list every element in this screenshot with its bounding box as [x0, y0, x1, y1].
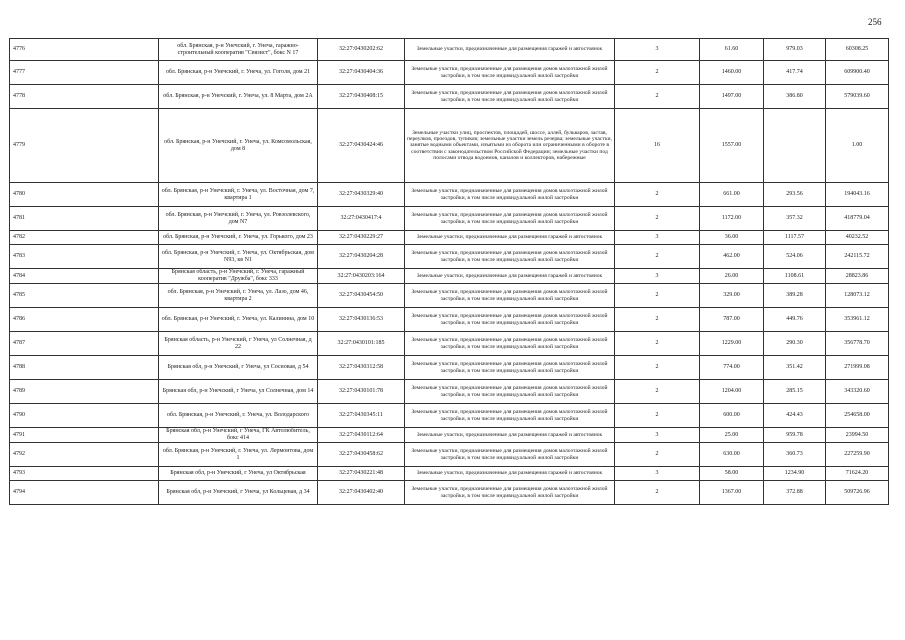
registry-body [10, 39, 889, 505]
cell-address: обл. Брянская, р-н Унечский, г. Унеча, ул. Октябрьская, дом N93, кв N1 [159, 245, 318, 269]
cell-cadastral-number: 32:27:0430229:27 [318, 231, 405, 245]
cell-land-category: Земельные участки, предназначенные для размещения гаражей и автостоянок [405, 39, 615, 61]
cell-land-category: Земельные участки, предназначенные для размещения домов малоэтажной жилой застройки, в том числе индивидуальной жилой застройки [405, 183, 615, 207]
cell-cadastral-number: 32:27:0430312:58 [318, 356, 405, 380]
cell-area: 61.60 [700, 39, 764, 61]
cell-number: 4776 [10, 39, 159, 61]
cell-specific-value: 979.03 [764, 39, 826, 61]
cell-number: 4786 [10, 308, 159, 332]
cell-specific-value: 424.43 [764, 404, 826, 428]
cell-cadastral-value: 579039.60 [826, 85, 889, 109]
cell-address: обл. Брянская, р-н Унечский, г. Унеча, ул. Калинина, дом 10 [159, 308, 318, 332]
cell-land-category: Земельные участки, предназначенные для размещения гаражей и автостоянок [405, 428, 615, 443]
table-row [10, 443, 889, 467]
table-row [10, 356, 889, 380]
cell-cadastral-number: 32:27:0430329:40 [318, 183, 405, 207]
cell-specific-value: 290.30 [764, 332, 826, 356]
cell-area: 1460.00 [700, 61, 764, 85]
cell-land-category: Земельные участки улиц, проспектов, площадей, шоссе, аллей, бульваров, застав, переулков, проездов, тупиков; земельные участки земель резерва; земельные участки, занятые водными объектами, изъятыми из оборота или ограниченными в обороте в соответствии с законодательством Российской Федерации; земельные участки под полосами отвода водоемов, каналов и коллекторов, набережные [405, 109, 615, 183]
cell-cadastral-value: 71624.20 [826, 467, 889, 481]
table-row [10, 269, 889, 284]
cell-group-code: 3 [615, 467, 700, 481]
cell-cadastral-value: 242115.72 [826, 245, 889, 269]
cell-group-code: 2 [615, 380, 700, 404]
cell-specific-value: 1234.90 [764, 467, 826, 481]
cell-address: обл. Брянская, р-н Унечский, г. Унеча, ул. 8 Марта, дом 2А [159, 85, 318, 109]
cell-number: 4793 [10, 467, 159, 481]
cell-number: 4782 [10, 231, 159, 245]
cell-number: 4789 [10, 380, 159, 404]
cell-land-category: Земельные участки, предназначенные для размещения домов малоэтажной жилой застройки, в том числе индивидуальной жилой застройки [405, 245, 615, 269]
cell-land-category: Земельные участки, предназначенные для размещения домов малоэтажной жилой застройки, в том числе индивидуальной жилой застройки [405, 380, 615, 404]
cell-area: 774.00 [700, 356, 764, 380]
cell-area: 26.00 [700, 269, 764, 284]
cell-address: обл. Брянская, р-н Унечский, г. Унеча, ул. Восточная, дом 7, квартира 1 [159, 183, 318, 207]
cell-area: 1367.00 [700, 481, 764, 505]
cell-area: 1204.00 [700, 380, 764, 404]
cell-area: 1229.00 [700, 332, 764, 356]
cell-specific-value: 417.74 [764, 61, 826, 85]
table-row [10, 481, 889, 505]
cell-land-category: Земельные участки, предназначенные для размещения гаражей и автостоянок [405, 467, 615, 481]
cell-group-code: 3 [615, 428, 700, 443]
table-row [10, 207, 889, 231]
cell-cadastral-value: 343320.60 [826, 380, 889, 404]
cell-specific-value [764, 109, 826, 183]
cell-group-code: 2 [615, 481, 700, 505]
cell-address: обл. Брянская, р-н Унечский, г. Унеча, ул. Володарского [159, 404, 318, 428]
cell-address: Брянская область, р-н Унечский, г. Унеча, гаражный кооператив "Дружба", бокс 333 [159, 269, 318, 284]
cell-cadastral-number: 32:27:0430136:53 [318, 308, 405, 332]
cell-cadastral-value: 1.00 [826, 109, 889, 183]
cell-number: 4787 [10, 332, 159, 356]
cell-cadastral-value: 254658.00 [826, 404, 889, 428]
cell-cadastral-number: 32:27:0430404:36 [318, 61, 405, 85]
cell-land-category: Земельные участки, предназначенные для размещения домов малоэтажной жилой застройки, в том числе индивидуальной жилой застройки [405, 481, 615, 505]
table-row [10, 39, 889, 61]
cell-group-code: 2 [615, 85, 700, 109]
cell-cadastral-number: 32:27:0430402:40 [318, 481, 405, 505]
cell-specific-value: 386.80 [764, 85, 826, 109]
cell-specific-value: 351.42 [764, 356, 826, 380]
cell-specific-value: 959.78 [764, 428, 826, 443]
cell-number: 4777 [10, 61, 159, 85]
table-row [10, 183, 889, 207]
table-row [10, 109, 889, 183]
cell-cadastral-value: 194043.16 [826, 183, 889, 207]
cell-land-category: Земельные участки, предназначенные для размещения домов малоэтажной жилой застройки, в том числе индивидуальной жилой застройки [405, 308, 615, 332]
page-number: 256 [868, 17, 882, 27]
cell-cadastral-number: 32:27:0430221:48 [318, 467, 405, 481]
table-row [10, 404, 889, 428]
cell-number: 4781 [10, 207, 159, 231]
table-row [10, 85, 889, 109]
cell-area: 462.00 [700, 245, 764, 269]
cell-number: 4779 [10, 109, 159, 183]
cell-specific-value: 449.76 [764, 308, 826, 332]
cell-cadastral-value: 128073.12 [826, 284, 889, 308]
cell-cadastral-value: 509726.96 [826, 481, 889, 505]
cell-land-category: Земельные участки, предназначенные для размещения домов малоэтажной жилой застройки, в том числе индивидуальной жилой застройки [405, 443, 615, 467]
cell-group-code: 16 [615, 109, 700, 183]
table-row [10, 467, 889, 481]
cell-area: 329.00 [700, 284, 764, 308]
cell-address: обл. Брянская, р-н Унечский, г. Унеча, ул. Лазо, дом 46, квартира 2 [159, 284, 318, 308]
cell-area: 36.00 [700, 231, 764, 245]
registry-table [9, 38, 889, 505]
cell-group-code: 2 [615, 356, 700, 380]
cell-land-category: Земельные участки, предназначенные для размещения домов малоэтажной жилой застройки, в том числе индивидуальной жилой застройки [405, 356, 615, 380]
cell-land-category: Земельные участки, предназначенные для размещения домов малоэтажной жилой застройки, в том числе индивидуальной жилой застройки [405, 404, 615, 428]
cell-address: Брянская обл, р-н Унечский, г Унеча, ул Октябрьская [159, 467, 318, 481]
cell-number: 4788 [10, 356, 159, 380]
cell-land-category: Земельные участки, предназначенные для размещения гаражей и автостоянок [405, 269, 615, 284]
cell-group-code: 2 [615, 61, 700, 85]
cell-specific-value: 285.15 [764, 380, 826, 404]
table-row [10, 308, 889, 332]
cell-cadastral-number: 32:27:0430424:46 [318, 109, 405, 183]
cell-specific-value: 1108.61 [764, 269, 826, 284]
cell-area: 600.00 [700, 404, 764, 428]
cell-cadastral-value: 23994.50 [826, 428, 889, 443]
cell-area: 1497.00 [700, 85, 764, 109]
cell-area: 630.00 [700, 443, 764, 467]
cell-cadastral-number: 32:27:0430112:64 [318, 428, 405, 443]
cell-group-code: 3 [615, 231, 700, 245]
cell-address: Брянская обл, р-н Унечский, г Унеча, ул Кольцевая, д 34 [159, 481, 318, 505]
cell-number: 4790 [10, 404, 159, 428]
cell-group-code: 2 [615, 332, 700, 356]
cell-group-code: 2 [615, 284, 700, 308]
table-row [10, 284, 889, 308]
table-row [10, 245, 889, 269]
cell-group-code: 3 [615, 39, 700, 61]
cell-group-code: 3 [615, 269, 700, 284]
cell-cadastral-value: 609900.40 [826, 61, 889, 85]
cell-specific-value: 372.88 [764, 481, 826, 505]
cell-number: 4785 [10, 284, 159, 308]
cell-area: 1557.00 [700, 109, 764, 183]
cell-address: Брянская обл, р-н Унечский, г Унеча, ул Солнечная, дом 14 [159, 380, 318, 404]
cell-cadastral-number: 32:27:0430101:185 [318, 332, 405, 356]
cell-specific-value: 293.56 [764, 183, 826, 207]
cell-land-category: Земельные участки, предназначенные для размещения домов малоэтажной жилой застройки, в том числе индивидуальной жилой застройки [405, 61, 615, 85]
cell-specific-value: 524.06 [764, 245, 826, 269]
cell-cadastral-value: 271999.08 [826, 356, 889, 380]
cell-address: Брянская обл, р-н Унечский, г Унеча, ул Сосновая, д 54 [159, 356, 318, 380]
cell-land-category: Земельные участки, предназначенные для размещения гаражей и автостоянок [405, 231, 615, 245]
cell-cadastral-number: 32:27:0430417:4 [318, 207, 405, 231]
cell-cadastral-value: 418779.04 [826, 207, 889, 231]
cell-address: Брянская обл, р-н Унечский, г Унеча, ГК Автолюбитель, бокс 414 [159, 428, 318, 443]
cell-cadastral-number: 32:27:0430203:164 [318, 269, 405, 284]
cell-number: 4783 [10, 245, 159, 269]
cell-cadastral-number: 32:27:0430204:28 [318, 245, 405, 269]
cell-number: 4794 [10, 481, 159, 505]
cell-group-code: 2 [615, 183, 700, 207]
cell-number: 4792 [10, 443, 159, 467]
cell-land-category: Земельные участки, предназначенные для размещения домов малоэтажной жилой застройки, в том числе индивидуальной жилой застройки [405, 284, 615, 308]
table-row [10, 428, 889, 443]
cell-specific-value: 1117.57 [764, 231, 826, 245]
cell-number: 4780 [10, 183, 159, 207]
cell-area: 661.00 [700, 183, 764, 207]
cell-cadastral-value: 353961.12 [826, 308, 889, 332]
cell-land-category: Земельные участки, предназначенные для размещения домов малоэтажной жилой застройки, в том числе индивидуальной жилой застройки [405, 207, 615, 231]
cell-cadastral-number: 32:27:0430454:50 [318, 284, 405, 308]
cell-group-code: 2 [615, 207, 700, 231]
cell-specific-value: 389.28 [764, 284, 826, 308]
cell-cadastral-value: 60308.25 [826, 39, 889, 61]
cell-address: обл. Брянская, р-н Унечский, г. Унеча, ул. Гоголя, дом 21 [159, 61, 318, 85]
cell-address: обл. Брянская, р-н Унечский, г. Унеча, ул. Лермонтова, дом 1 [159, 443, 318, 467]
cell-address: обл. Брянская, р-н Унечский, г. Унеча, ул. Комсомольская, дом 8 [159, 109, 318, 183]
cell-specific-value: 360.73 [764, 443, 826, 467]
cell-cadastral-number: 32:27:0430345:11 [318, 404, 405, 428]
cell-cadastral-number: 32:27:0430202:62 [318, 39, 405, 61]
cell-cadastral-value: 356778.70 [826, 332, 889, 356]
cell-land-category: Земельные участки, предназначенные для размещения домов малоэтажной жилой застройки, в том числе индивидуальной жилой застройки [405, 332, 615, 356]
cell-group-code: 2 [615, 443, 700, 467]
table-row [10, 61, 889, 85]
cell-cadastral-number: 32:27:0430408:15 [318, 85, 405, 109]
table-row [10, 231, 889, 245]
cell-address: Брянская область, р-н Унечский, г Унеча, ул Солнечная, д 22 [159, 332, 318, 356]
cell-number: 4778 [10, 85, 159, 109]
cell-cadastral-number: 32:27:0430458:62 [318, 443, 405, 467]
table-row [10, 332, 889, 356]
cell-cadastral-value: 227259.90 [826, 443, 889, 467]
cell-area: 25.00 [700, 428, 764, 443]
cell-number: 4791 [10, 428, 159, 443]
cell-area: 58.00 [700, 467, 764, 481]
cell-specific-value: 357.32 [764, 207, 826, 231]
cell-land-category: Земельные участки, предназначенные для размещения домов малоэтажной жилой застройки, в том числе индивидуальной жилой застройки [405, 85, 615, 109]
cell-group-code: 2 [615, 308, 700, 332]
cell-address: обл. Брянская, р-н Унечский, г. Унеча, ул. Ровзолевского, дом N7 [159, 207, 318, 231]
cell-group-code: 2 [615, 245, 700, 269]
cell-cadastral-number: 32:27:0430101:78 [318, 380, 405, 404]
cell-address: обл. Брянская, р-н Унечский, г. Унеча, ул. Горького, дом 23 [159, 231, 318, 245]
cell-cadastral-value: 28823.86 [826, 269, 889, 284]
cell-number: 4784 [10, 269, 159, 284]
cell-cadastral-value: 40232.52 [826, 231, 889, 245]
table-row [10, 380, 889, 404]
cell-address: обл. Брянская, р-н Унечский, г. Унеча, гаражно-строительный кооператив "Связист", бокс N 17 [159, 39, 318, 61]
cell-group-code: 2 [615, 404, 700, 428]
cell-area: 1172.00 [700, 207, 764, 231]
cell-area: 787.00 [700, 308, 764, 332]
